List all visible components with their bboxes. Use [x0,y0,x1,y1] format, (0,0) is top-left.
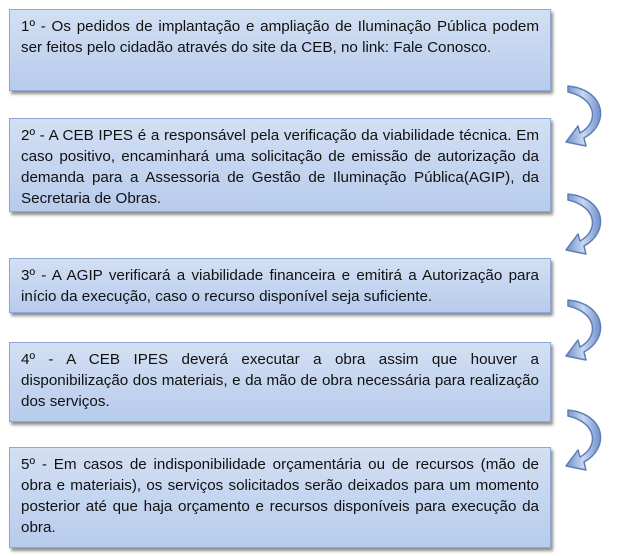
curved-down-arrow-icon [562,190,610,262]
step-5-box: 5º - Em casos de indisponibilidade orçamentária ou de recursos (mão de obra e materiais), os serviços solicitados serão deixados para um momento posterior até que haja orçamento e recursos disponíveis para execução da obra. [9,447,551,548]
curved-down-arrow-icon [562,296,610,368]
curved-down-arrow-icon [562,82,610,154]
step-1-box: 1º - Os pedidos de implantação e ampliação de Iluminação Pública podem ser feitos pelo cidadão através do site da CEB, no link: Fale Conosco. [9,9,551,91]
step-2-box: 2º - A CEB IPES é a responsável pela verificação da viabilidade técnica. Em caso positivo, encaminhará uma solicitação de emissão de autorização da demanda para a Assessoria de Gestão de Iluminação Pública(AGIP), da Secretaria de Obras. [9,118,551,212]
step-3-box: 3º - A AGIP verificará a viabilidade financeira e emitirá a Autorização para início da execução, caso o recurso disponível seja suficiente. [9,258,551,313]
step-4-box: 4º - A CEB IPES deverá executar a obra assim que houver a disponibilização dos materiais, e da mão de obra necessária para realização dos serviços. [9,342,551,422]
curved-down-arrow-icon [562,406,610,478]
